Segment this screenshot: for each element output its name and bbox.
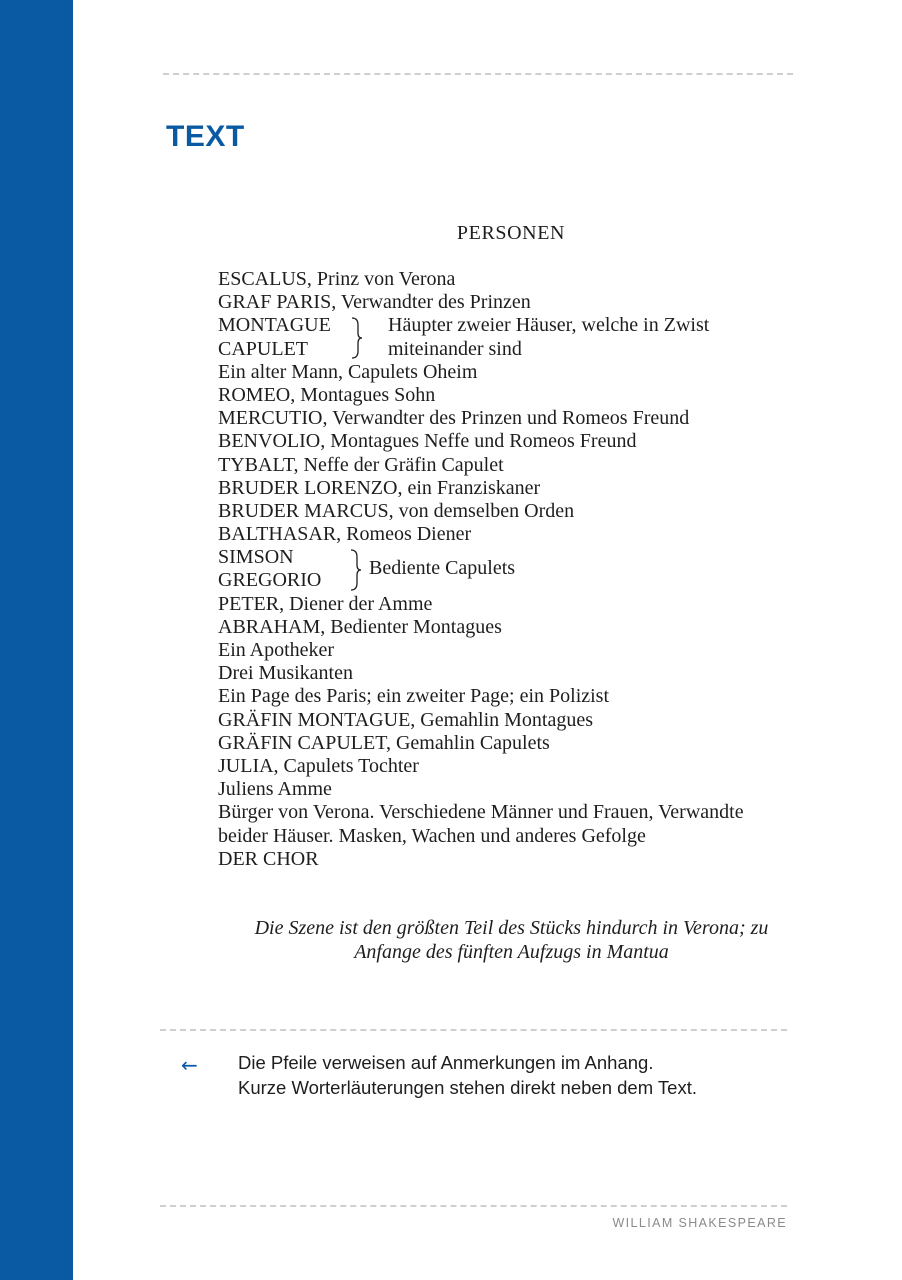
cast-item: Juliens Amme [218,778,332,801]
cast-item: ROMEO, Montagues Sohn [218,383,436,406]
cast-group-name: GREGORIO [218,569,322,592]
cast-item: DER CHOR [218,847,319,870]
personen-heading: PERSONEN [456,222,566,244]
cast-item: GRAF PARIS, Verwandter des Prinzen [218,291,531,314]
cast-group-name: CAPULET [218,337,308,360]
cast-item: PETER, Diener der Amme [218,592,433,615]
cast-group-description: Häupter zweier Häuser, welche in Zwist [388,314,710,337]
bottom-dashed-divider [160,1205,787,1207]
cast-item: ESCALUS, Prinz von Verona [218,268,456,290]
cast-group-name: SIMSON [218,546,294,569]
middle-dashed-divider [160,1029,787,1031]
section-title: TEXT [166,120,245,153]
footer-author: WILLIAM SHAKESPEARE [612,1216,787,1230]
cast-item: JULIA, Capulets Tochter [218,754,419,777]
cast-item: Ein Page des Paris; ein zweiter Page; ein Polizist [218,685,610,708]
cast-item: GRÄFIN MONTAGUE, Gemahlin Montagues [218,708,594,731]
cast-group-description: miteinander sind [388,337,522,360]
cast-item: BENVOLIO, Montagues Neffe und Romeos Freund [218,430,637,453]
scene-note-line: Anfange des fünften Aufzugs in Mantua [354,941,669,963]
cast-item: BRUDER MARCUS, von demselben Orden [218,499,575,522]
cast-item: beider Häuser. Masken, Wachen und anderes Gefolge [218,824,646,847]
scene-note-line: Die Szene ist den größten Teil des Stücks hindurch in Verona; zu [254,917,769,939]
legend-line: Die Pfeile verweisen auf Anmerkungen im Anhang. [238,1052,654,1073]
cast-item: BRUDER LORENZO, ein Franziskaner [218,476,541,499]
cast-item: TYBALT, Neffe der Gräfin Capulet [218,453,504,476]
side-color-band [0,0,73,1280]
cast-item: Ein alter Mann, Capulets Oheim [218,360,478,383]
cast-group-name: MONTAGUE [218,314,331,337]
brace-icon [350,316,364,360]
arrow-legend [238,1050,697,1100]
cast-item: GRÄFIN CAPULET, Gemahlin Capulets [218,731,550,754]
top-dashed-divider [163,73,793,75]
left-arrow-icon: ← [181,1053,198,1077]
cast-group-heads [218,314,744,360]
cast-item: Drei Musikanten [218,662,353,685]
cast-item: BALTHASAR, Romeos Diener [218,523,472,546]
cast-group-description: Bediente Capulets [369,557,516,580]
legend-line: Kurze Worterläuterungen stehen direkt neben dem Text. [238,1077,698,1098]
cast-list [218,268,744,871]
cast-item: ABRAHAM, Bedienter Montagues [218,615,502,638]
scene-note [230,916,793,964]
cast-item: MERCUTIO, Verwandter des Prinzen und Romeos Freund [218,407,690,430]
cast-item: Ein Apotheker [218,639,335,661]
cast-group-servants [218,546,744,592]
cast-item: Bürger von Verona. Verschiedene Männer und Frauen, Verwandte [218,801,744,824]
brace-icon [349,548,363,592]
